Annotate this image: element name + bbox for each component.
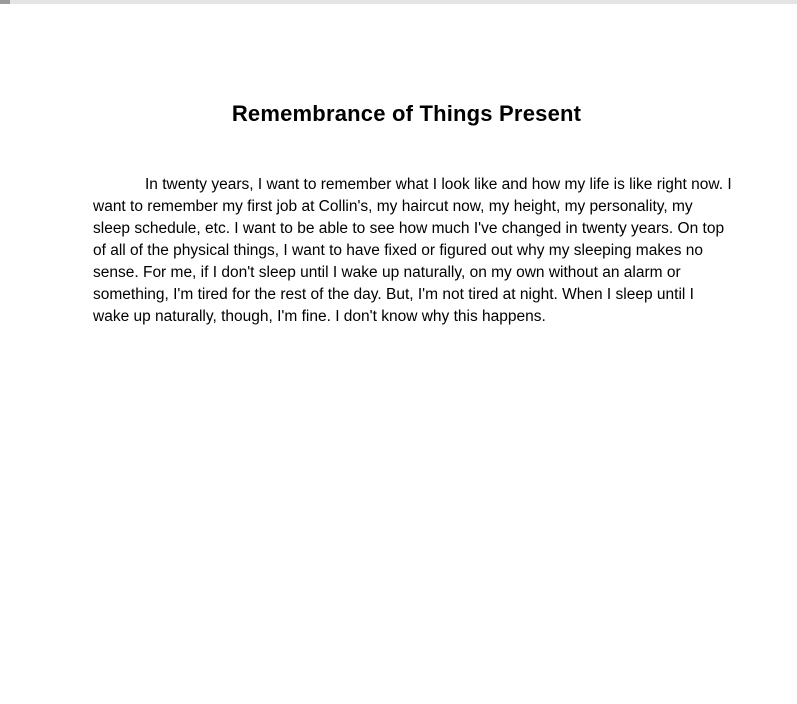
- paragraph-line: sleep schedule, etc. I want to be able to see how much I've changed in twenty years. On top: [93, 220, 725, 237]
- document-title: Remembrance of Things Present: [231, 101, 582, 126]
- document-content-column: [93, 100, 732, 328]
- paragraph-line: In twenty years, I want to remember what I look like and how my life is like right now. I: [145, 176, 732, 193]
- essay-paragraph: [93, 174, 732, 328]
- paragraph-line: something, I'm tired for the rest of the day. But, I'm not tired at night. When I sleep until I: [93, 286, 694, 303]
- paragraph-line: of all of the physical things, I want to have fixed or figured out why my sleeping makes no: [93, 242, 703, 259]
- paragraph-line: want to remember my first job at Collin's, my haircut now, my height, my personality, my: [93, 198, 693, 215]
- document-page: [0, 4, 797, 704]
- paragraph-line: sense. For me, if I don't sleep until I wake up naturally, on my own without an alarm or: [93, 264, 681, 281]
- paragraph-line: wake up naturally, though, I'm fine. I don't know why this happens.: [93, 308, 546, 325]
